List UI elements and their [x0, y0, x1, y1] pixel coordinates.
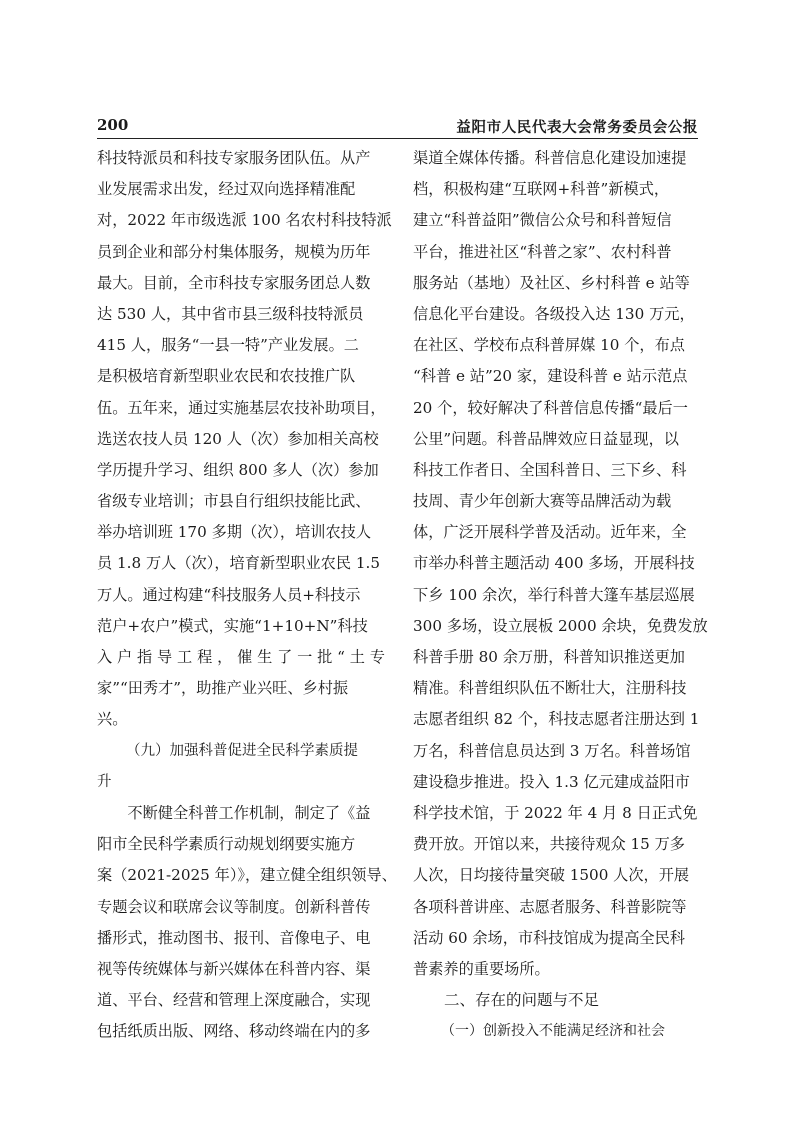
- left-column: [97, 143, 397, 1047]
- text-line: 省级专业培训；市县自行组织技能比武、: [97, 492, 371, 511]
- text-line: 公里”问题。科普品牌效应日益显现，以: [413, 429, 679, 448]
- text-line: 员 1.8 万人（次），培育新型职业农民 1.5: [97, 554, 381, 573]
- text-line: 入 户 指 导 工 程 ， 催 生 了 一 批 “ 土 专: [97, 648, 385, 666]
- text-line: 建立“科普益阳”微信公众号和科普短信: [413, 211, 672, 230]
- text-line: 选送农技人员 120 人（次）参加相关高校: [97, 429, 379, 448]
- text-line: 播形式，推动图书、报刊、音像电子、电: [97, 928, 371, 947]
- section-heading: 二、存在的问题与不足: [444, 991, 600, 1010]
- text-line: 平台，推进社区“科普之家”、农村科普: [413, 242, 672, 261]
- text-line: 技周、青少年创新大赛等品牌活动为载: [413, 492, 672, 511]
- text-line: 建设稳步推进。投入 1.3 亿元建成益阳市: [413, 772, 690, 791]
- text-line: 视等传统媒体与新兴媒体在科普内容、渠: [97, 959, 371, 978]
- text-line: 万名，科普信息员达到 3 万名。科普场馆: [413, 741, 691, 760]
- subheading-9-line1: （九）加强科普促进全民科学素质提: [126, 742, 358, 759]
- text-line: 渠道全媒体传播。科普信息化建设加速提: [413, 149, 687, 167]
- subheading-9-line2: 升: [97, 773, 112, 790]
- header-rule: [97, 138, 698, 139]
- text-line: 最大。目前，全市科技专家服务团总人数: [97, 273, 371, 292]
- text-line: 包括纸质出版、网络、移动终端在内的多: [97, 1022, 371, 1041]
- text-line: 体，广泛开展科学普及活动。近年来，全: [413, 523, 687, 542]
- text-line: 业发展需求出发，经过双向选择精准配: [97, 180, 356, 199]
- text-line: 下乡 100 余次，举行科普大篷车基层巡展: [413, 585, 695, 604]
- page-number: 200: [97, 116, 129, 134]
- text-line: 415 人，服务“一县一特”产业发展。二: [97, 336, 359, 355]
- text-line: 活动 60 余场，市科技馆成为提高全民科: [413, 928, 685, 947]
- text-line: 志愿者组织 82 个，科技志愿者注册达到 1: [413, 710, 700, 729]
- text-line: 档，积极构建“互联网+科普”新模式，: [413, 180, 670, 199]
- text-line: 各项科普讲座、志愿者服务、科普影院等: [413, 897, 687, 916]
- text-line: 万人。通过构建“科技服务人员+科技示: [97, 585, 361, 604]
- text-line: 科普手册 80 余万册，科普知识推送更加: [413, 648, 685, 666]
- text-line: 专题会议和联席会议等制度。创新科普传: [97, 897, 371, 916]
- text-line: 举办培训班 170 多期（次），培训农技人: [97, 523, 372, 542]
- text-line: 精准。科普组织队伍不断壮大，注册科技: [413, 679, 687, 698]
- page-header: [97, 114, 698, 138]
- text-line: 家”“田秀才”，助推产业兴旺、乡村振: [97, 679, 349, 698]
- text-line: 范户+农户”模式，实施“1+10+N”科技: [97, 616, 368, 635]
- text-line: 信息化平台建设。各级投入达 130 万元，: [413, 304, 695, 323]
- text-line: 科学技术馆，于 2022 年 4 月 8 日正式免: [413, 803, 698, 822]
- text-line: 普素养的重要场所。: [413, 959, 550, 978]
- text-line: 道、平台、经营和管理上深度融合，实现: [97, 991, 371, 1010]
- journal-title: 益阳市人民代表大会常务委员会公报: [456, 120, 698, 136]
- text-line: 员到企业和部分村集体服务，规模为历年: [97, 242, 371, 261]
- text-line: 300 多场，设立展板 2000 余块，免费发放: [413, 616, 708, 635]
- text-line: 科技特派员和科技专家服务团队伍。从产: [97, 149, 371, 167]
- text-line: “科普 e 站”20 家，建设科普 e 站示范点: [413, 367, 688, 386]
- text-line: 市举办科普主题活动 400 多场，开展科技: [413, 554, 695, 573]
- text-line: 达 530 人，其中省市县三级科技特派员: [97, 304, 364, 323]
- subheading-1: （一）创新投入不能满足经济和社会: [441, 1023, 665, 1040]
- text-line: 科技工作者日、全国科普日、三下乡、科: [413, 460, 687, 479]
- text-line: 人次，日均接待量突破 1500 人次，开展: [413, 866, 690, 885]
- text-line: 阳市全民科学素质行动规划纲要实施方: [97, 835, 356, 854]
- text-line: 费开放。开馆以来，共接待观众 15 万多: [413, 835, 685, 854]
- text-line: 学历提升学习、组织 800 多人（次）参加: [97, 460, 379, 479]
- text-line: 服务站（基地）及社区、乡村科普 e 站等: [413, 273, 690, 292]
- text-line: 20 个，较好解决了科普信息传播“最后一: [413, 398, 688, 417]
- text-line: 在社区、学校布点科普屏媒 10 个，布点: [413, 336, 685, 355]
- text-line: 伍。五年来，通过实施基层农技补助项目，: [97, 398, 386, 417]
- text-line: 兴。: [97, 710, 128, 729]
- text-line: 不断健全科普工作机制，制定了《益: [127, 803, 371, 822]
- text-line: 是积极培育新型职业农民和农技推广队: [97, 367, 356, 386]
- right-column: [413, 143, 708, 1047]
- text-line: 对，2022 年市级选派 100 名农村科技特派: [97, 211, 392, 230]
- text-line: 案（2021-2025 年）》，建立健全组织领导、: [97, 866, 397, 885]
